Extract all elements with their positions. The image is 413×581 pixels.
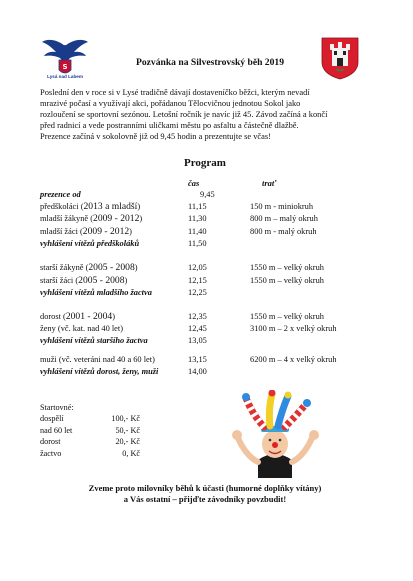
program-row-time: 12,35 bbox=[188, 312, 207, 321]
label-close-paren: ) bbox=[137, 202, 141, 211]
program-row-label bbox=[40, 201, 140, 213]
column-header-trat: trať bbox=[262, 178, 277, 188]
program-row bbox=[40, 262, 380, 274]
program-row-time: 12,15 bbox=[188, 276, 207, 285]
program-row-label bbox=[40, 213, 142, 225]
program-row-time: 12,45 bbox=[188, 324, 207, 333]
closing-invitation bbox=[50, 483, 360, 505]
program-row-time: 14,00 bbox=[188, 367, 207, 376]
label-close-paren: ) bbox=[112, 312, 115, 321]
intro-line: rozloučení se sportovní sezónou. Letošní ročník je navíc již 45. Závod začíná a končí bbox=[40, 109, 328, 120]
fee-row bbox=[40, 413, 140, 424]
program-row bbox=[40, 275, 380, 287]
program-row-time: 11,15 bbox=[188, 202, 207, 211]
program-row-time: 11,40 bbox=[188, 227, 207, 236]
svg-text:S: S bbox=[62, 63, 68, 71]
label-years: 2013 a mladší bbox=[83, 201, 138, 212]
program-row-label bbox=[40, 262, 138, 274]
program-row-label bbox=[40, 275, 127, 287]
label-category: mladší žáci ( bbox=[40, 227, 83, 236]
program-row-time: 12,25 bbox=[188, 288, 207, 297]
label-category: starší žákyně ( bbox=[40, 263, 89, 272]
fee-category: dorost bbox=[40, 437, 61, 447]
program-row-track: 1550 m – velký okruh bbox=[250, 276, 324, 285]
fee-category: nad 60 let bbox=[40, 425, 73, 435]
program-row-track: 1550 m – velký okruh bbox=[250, 312, 324, 321]
jester-child-illustration bbox=[228, 390, 323, 478]
program-row bbox=[40, 226, 380, 238]
intro-line: mrazivé počasí a využívají akci, pořádanou Tělocvičnou jednotou Sokol jako bbox=[40, 98, 301, 109]
program-row bbox=[40, 238, 380, 250]
logo-caption: Lysá nad Labem bbox=[47, 74, 83, 79]
intro-line: Poslední den v roce si v Lysé tradičně dávají dostaveníčko běžci, kterým nevadí bbox=[40, 87, 310, 97]
program-row bbox=[40, 366, 380, 378]
program-row-label: vyhlášení vítězů mladšího žactva bbox=[40, 288, 152, 297]
fee-row bbox=[40, 436, 140, 447]
program-row-track: 1550 m – velký okruh bbox=[250, 263, 324, 272]
label-category: dorost ( bbox=[40, 312, 66, 321]
fees-title: Startovné: bbox=[40, 403, 74, 412]
program-row bbox=[40, 311, 380, 323]
label-close-paren: ) bbox=[134, 263, 138, 272]
program-row-label: prezence od bbox=[40, 190, 81, 199]
label-years: 2009 - 2012 bbox=[93, 213, 140, 224]
program-row bbox=[40, 201, 380, 213]
town-coat-of-arms bbox=[320, 36, 360, 80]
fee-category: žactvo bbox=[40, 448, 62, 458]
program-row-label bbox=[40, 311, 115, 323]
program-row-label: vyhlášení vítězů dorost, ženy, muži bbox=[40, 367, 159, 376]
program-row-time: 11,30 bbox=[188, 214, 207, 223]
label-years: 2009 - 2012 bbox=[82, 226, 130, 237]
program-row-time: 9,45 bbox=[200, 190, 215, 199]
intro-line: před radnicí a vede postranními uličkami městu po asfaltu a částečně dlažbě. bbox=[40, 120, 299, 131]
fee-amount: 20,- Kč bbox=[115, 437, 140, 447]
intro-line: Prezence začíná v sokolovně již od 9,45 hodin a prezentujte se včas! bbox=[40, 131, 272, 142]
fee-amount: 0, Kč bbox=[122, 448, 140, 458]
page-title: Pozvánka na Silvestrovský běh 2019 bbox=[135, 57, 284, 68]
program-row-label bbox=[40, 226, 132, 238]
program-row-track: 800 m - malý okruh bbox=[250, 227, 317, 236]
label-years: 2005 - 2008 bbox=[78, 275, 125, 286]
program-row bbox=[40, 323, 380, 335]
label-close-paren: ) bbox=[124, 276, 128, 285]
label-years: 2005 - 2008 bbox=[88, 262, 135, 273]
program-row-time: 11,50 bbox=[188, 239, 207, 248]
fee-row bbox=[40, 448, 140, 459]
closing-line: Zveme proto milovníky běhů k účasti (humorné doplňky vítány) bbox=[88, 483, 322, 493]
program-row bbox=[40, 335, 380, 347]
program-row bbox=[40, 189, 380, 201]
label-years: 2001 - 2004 bbox=[65, 311, 113, 322]
intro-text bbox=[40, 87, 380, 142]
fee-category: dospělí bbox=[40, 414, 64, 424]
fee-amount: 50,- Kč bbox=[115, 425, 140, 435]
closing-line: a Vás ostatní – přijďte závodníky povzbudit! bbox=[123, 494, 287, 505]
program-row-label: muži (vč. veteráni nad 40 a 60 let) bbox=[40, 355, 155, 364]
program-row-time: 13,05 bbox=[188, 336, 207, 345]
program-row-label: vyhlášení vítězů staršího žactva bbox=[40, 336, 148, 345]
program-title: Program bbox=[184, 157, 226, 169]
fee-row bbox=[40, 425, 140, 436]
label-category: mladší žákyně ( bbox=[40, 214, 94, 223]
program-row-time: 13,15 bbox=[188, 355, 207, 364]
label-close-paren: ) bbox=[129, 227, 132, 236]
fee-amount: 100,- Kč bbox=[111, 414, 140, 424]
program-row-track: 800 m – malý okruh bbox=[250, 214, 318, 223]
program-row-time: 12,05 bbox=[188, 263, 207, 272]
program-row bbox=[40, 287, 380, 299]
label-category: starší žáci ( bbox=[40, 276, 79, 285]
program-row-track: 150 m - miniokruh bbox=[250, 202, 314, 211]
fees-section bbox=[40, 402, 140, 459]
program-row-track: 3100 m – 2 x velký okruh bbox=[250, 324, 337, 333]
program-row-label: ženy (vč. kat. nad 40 let) bbox=[40, 324, 124, 333]
column-header-cas: čas bbox=[188, 178, 200, 188]
program-row bbox=[40, 354, 380, 366]
label-category: předškoláci ( bbox=[40, 202, 84, 211]
label-close-paren: ) bbox=[139, 214, 143, 223]
program-row-track: 6200 m – 4 x velký okruh bbox=[250, 355, 337, 364]
program-row bbox=[40, 213, 380, 225]
program-row-label: vyhlášení vítězů předškoláků bbox=[40, 239, 140, 248]
